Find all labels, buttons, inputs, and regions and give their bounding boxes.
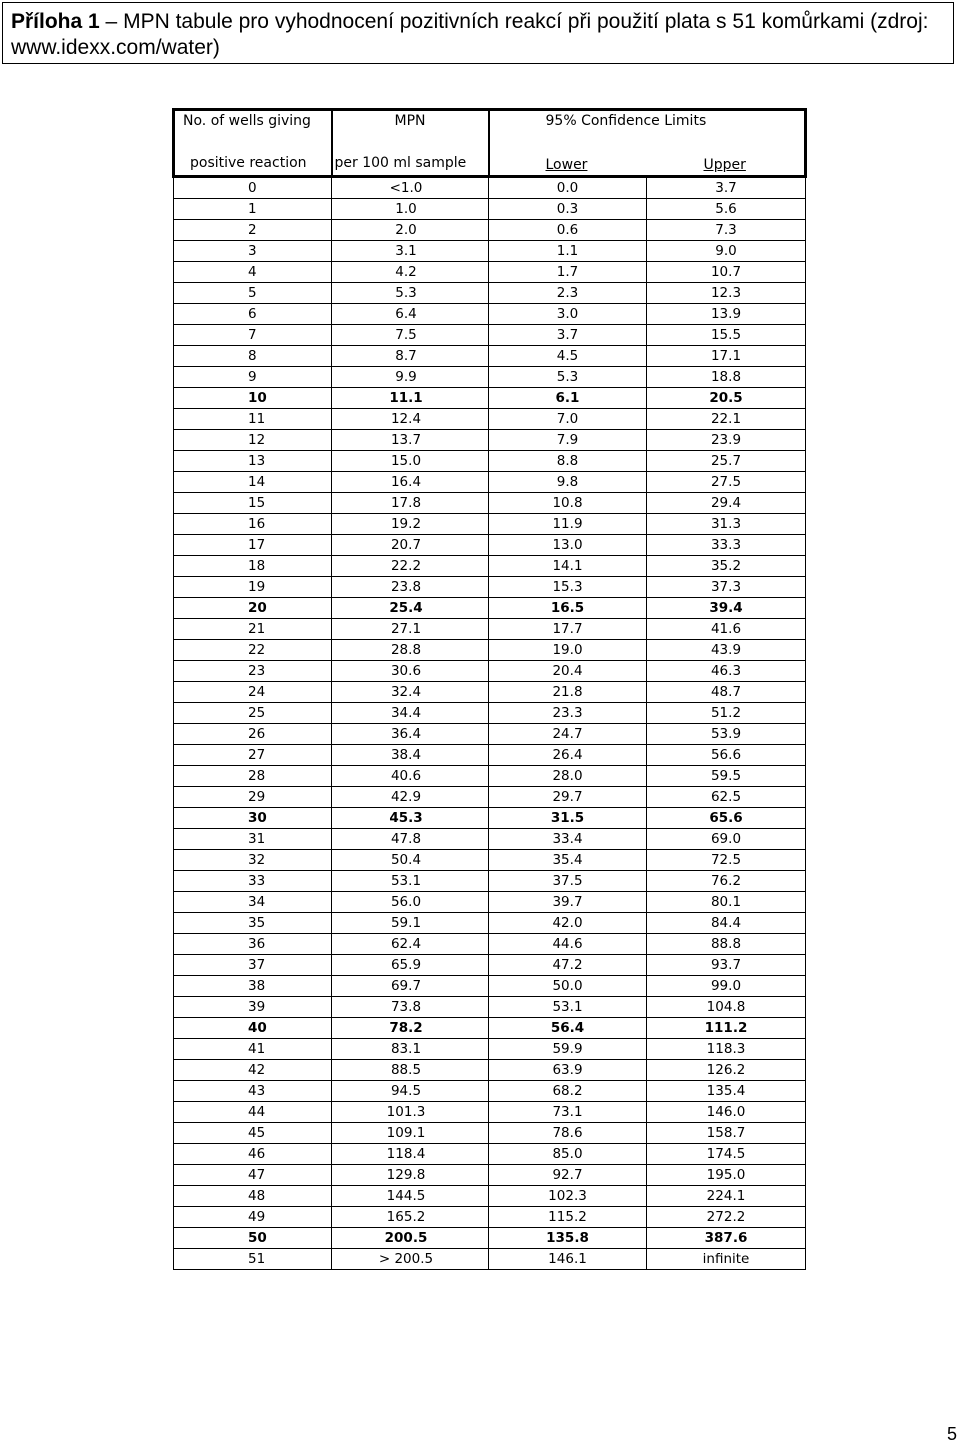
cell-wells: 4 <box>174 262 332 283</box>
cell-wells: 22 <box>174 640 332 661</box>
table-row <box>174 913 806 934</box>
cell-upper: 80.1 <box>647 892 806 913</box>
table-row <box>174 1123 806 1144</box>
cell-lower: 9.8 <box>489 472 647 493</box>
cell-wells: 47 <box>174 1165 332 1186</box>
cell-lower: 28.0 <box>489 766 647 787</box>
cell-lower: 1.1 <box>489 241 647 262</box>
header-lower: Lower <box>545 157 588 173</box>
cell-lower: 21.8 <box>489 682 647 703</box>
table-header <box>174 110 806 177</box>
table-row <box>174 829 806 850</box>
table-row <box>174 325 806 346</box>
cell-wells: 2 <box>174 220 332 241</box>
cell-upper: 126.2 <box>647 1060 806 1081</box>
cell-lower: 26.4 <box>489 745 647 766</box>
cell-upper: 5.6 <box>647 199 806 220</box>
cell-mpn: 12.4 <box>332 409 489 430</box>
cell-lower: 3.0 <box>489 304 647 325</box>
cell-upper: 195.0 <box>647 1165 806 1186</box>
table-row <box>174 177 806 199</box>
cell-mpn: 34.4 <box>332 703 489 724</box>
cell-mpn: 8.7 <box>332 346 489 367</box>
caption-text: MPN tabule pro vyhodnocení pozitivních reakcí při použití plata s 51 komůrkami (zdroj: www.idexx.com/water) <box>11 10 929 59</box>
cell-mpn: 144.5 <box>332 1186 489 1207</box>
cell-lower: 7.9 <box>489 430 647 451</box>
table-row <box>174 955 806 976</box>
cell-upper: 104.8 <box>647 997 806 1018</box>
cell-upper: 65.6 <box>647 808 806 829</box>
cell-wells: 20 <box>174 598 332 619</box>
cell-upper: 18.8 <box>647 367 806 388</box>
table-row <box>174 1081 806 1102</box>
cell-upper: 224.1 <box>647 1186 806 1207</box>
cell-upper: 93.7 <box>647 955 806 976</box>
cell-upper: 62.5 <box>647 787 806 808</box>
cell-lower: 16.5 <box>489 598 647 619</box>
cell-wells: 24 <box>174 682 332 703</box>
table-row <box>174 388 806 409</box>
cell-lower: 31.5 <box>489 808 647 829</box>
cell-mpn: 118.4 <box>332 1144 489 1165</box>
cell-lower: 17.7 <box>489 619 647 640</box>
cell-upper: 17.1 <box>647 346 806 367</box>
cell-mpn: 78.2 <box>332 1018 489 1039</box>
cell-mpn: 23.8 <box>332 577 489 598</box>
cell-lower: 7.0 <box>489 409 647 430</box>
cell-mpn: 47.8 <box>332 829 489 850</box>
table-row <box>174 556 806 577</box>
cell-wells: 10 <box>174 388 332 409</box>
cell-upper: 118.3 <box>647 1039 806 1060</box>
cell-mpn: 200.5 <box>332 1228 489 1249</box>
cell-upper: 84.4 <box>647 913 806 934</box>
cell-upper: 46.3 <box>647 661 806 682</box>
table-row <box>174 1228 806 1249</box>
table-row <box>174 661 806 682</box>
cell-upper: 20.5 <box>647 388 806 409</box>
cell-lower: 115.2 <box>489 1207 647 1228</box>
cell-wells: 14 <box>174 472 332 493</box>
cell-lower: 10.8 <box>489 493 647 514</box>
cell-lower: 50.0 <box>489 976 647 997</box>
cell-mpn: 32.4 <box>332 682 489 703</box>
cell-wells: 50 <box>174 1228 332 1249</box>
table-row <box>174 493 806 514</box>
table-row <box>174 640 806 661</box>
table-row <box>174 1207 806 1228</box>
cell-upper: 88.8 <box>647 934 806 955</box>
cell-wells: 33 <box>174 871 332 892</box>
table-row <box>174 1165 806 1186</box>
table-body <box>174 177 806 1270</box>
header-wells-bottom: positive reaction <box>190 155 307 171</box>
cell-wells: 45 <box>174 1123 332 1144</box>
cell-wells: 37 <box>174 955 332 976</box>
cell-upper: 135.4 <box>647 1081 806 1102</box>
table-row <box>174 304 806 325</box>
cell-wells: 42 <box>174 1060 332 1081</box>
table-row <box>174 745 806 766</box>
table-row <box>174 1186 806 1207</box>
cell-lower: 23.3 <box>489 703 647 724</box>
table-row <box>174 220 806 241</box>
cell-mpn: 30.6 <box>332 661 489 682</box>
cell-mpn: 16.4 <box>332 472 489 493</box>
cell-lower: 35.4 <box>489 850 647 871</box>
cell-wells: 46 <box>174 1144 332 1165</box>
cell-upper: 158.7 <box>647 1123 806 1144</box>
cell-wells: 44 <box>174 1102 332 1123</box>
cell-wells: 5 <box>174 283 332 304</box>
cell-upper: 23.9 <box>647 430 806 451</box>
cell-lower: 53.1 <box>489 997 647 1018</box>
cell-lower: 2.3 <box>489 283 647 304</box>
cell-lower: 29.7 <box>489 787 647 808</box>
table-row <box>174 766 806 787</box>
cell-wells: 38 <box>174 976 332 997</box>
cell-lower: 33.4 <box>489 829 647 850</box>
table-row <box>174 1144 806 1165</box>
table-row <box>174 619 806 640</box>
cell-lower: 13.0 <box>489 535 647 556</box>
cell-wells: 23 <box>174 661 332 682</box>
cell-mpn: 5.3 <box>332 283 489 304</box>
cell-wells: 39 <box>174 997 332 1018</box>
cell-mpn: 42.9 <box>332 787 489 808</box>
header-mpn <box>332 110 489 177</box>
cell-mpn: 15.0 <box>332 451 489 472</box>
cell-wells: 32 <box>174 850 332 871</box>
cell-mpn: <1.0 <box>332 177 489 199</box>
cell-mpn: 3.1 <box>332 241 489 262</box>
cell-wells: 9 <box>174 367 332 388</box>
table-row <box>174 451 806 472</box>
cell-wells: 29 <box>174 787 332 808</box>
cell-upper: infinite <box>647 1249 806 1270</box>
cell-upper: 31.3 <box>647 514 806 535</box>
cell-mpn: 28.8 <box>332 640 489 661</box>
cell-upper: 9.0 <box>647 241 806 262</box>
table-row <box>174 1018 806 1039</box>
header-confidence-title: 95% Confidence Limits <box>545 113 707 129</box>
cell-lower: 146.1 <box>489 1249 647 1270</box>
cell-mpn: 27.1 <box>332 619 489 640</box>
cell-upper: 53.9 <box>647 724 806 745</box>
cell-mpn: 17.8 <box>332 493 489 514</box>
cell-mpn: > 200.5 <box>332 1249 489 1270</box>
cell-lower: 68.2 <box>489 1081 647 1102</box>
page-number: 5 <box>946 1424 957 1444</box>
cell-mpn: 59.1 <box>332 913 489 934</box>
table-row <box>174 514 806 535</box>
cell-mpn: 109.1 <box>332 1123 489 1144</box>
header-confidence <box>489 110 806 177</box>
table-row <box>174 199 806 220</box>
cell-lower: 24.7 <box>489 724 647 745</box>
cell-upper: 69.0 <box>647 829 806 850</box>
cell-mpn: 45.3 <box>332 808 489 829</box>
cell-upper: 33.3 <box>647 535 806 556</box>
table-row <box>174 283 806 304</box>
cell-lower: 11.9 <box>489 514 647 535</box>
header-mpn-bottom: per 100 ml sample <box>334 155 467 171</box>
cell-mpn: 40.6 <box>332 766 489 787</box>
cell-upper: 76.2 <box>647 871 806 892</box>
cell-wells: 6 <box>174 304 332 325</box>
table-row <box>174 1039 806 1060</box>
header-wells-top: No. of wells giving <box>183 113 311 129</box>
table-row <box>174 997 806 1018</box>
table-row <box>174 1102 806 1123</box>
cell-wells: 49 <box>174 1207 332 1228</box>
cell-wells: 7 <box>174 325 332 346</box>
cell-lower: 92.7 <box>489 1165 647 1186</box>
cell-lower: 37.5 <box>489 871 647 892</box>
cell-upper: 174.5 <box>647 1144 806 1165</box>
cell-mpn: 20.7 <box>332 535 489 556</box>
cell-wells: 3 <box>174 241 332 262</box>
cell-upper: 39.4 <box>647 598 806 619</box>
cell-upper: 59.5 <box>647 766 806 787</box>
cell-upper: 72.5 <box>647 850 806 871</box>
cell-mpn: 19.2 <box>332 514 489 535</box>
cell-lower: 0.0 <box>489 177 647 199</box>
table-row <box>174 787 806 808</box>
table-row <box>174 472 806 493</box>
cell-mpn: 6.4 <box>332 304 489 325</box>
cell-wells: 12 <box>174 430 332 451</box>
cell-mpn: 62.4 <box>332 934 489 955</box>
cell-wells: 18 <box>174 556 332 577</box>
cell-upper: 387.6 <box>647 1228 806 1249</box>
cell-mpn: 101.3 <box>332 1102 489 1123</box>
caption-label: Příloha 1 <box>11 10 100 33</box>
table-row <box>174 850 806 871</box>
cell-upper: 56.6 <box>647 745 806 766</box>
cell-wells: 31 <box>174 829 332 850</box>
cell-wells: 43 <box>174 1081 332 1102</box>
cell-upper: 146.0 <box>647 1102 806 1123</box>
cell-lower: 44.6 <box>489 934 647 955</box>
cell-upper: 15.5 <box>647 325 806 346</box>
cell-wells: 11 <box>174 409 332 430</box>
table-row <box>174 892 806 913</box>
cell-wells: 28 <box>174 766 332 787</box>
cell-wells: 30 <box>174 808 332 829</box>
cell-mpn: 69.7 <box>332 976 489 997</box>
cell-wells: 26 <box>174 724 332 745</box>
cell-lower: 0.6 <box>489 220 647 241</box>
cell-upper: 48.7 <box>647 682 806 703</box>
cell-mpn: 13.7 <box>332 430 489 451</box>
cell-lower: 78.6 <box>489 1123 647 1144</box>
cell-wells: 25 <box>174 703 332 724</box>
cell-upper: 25.7 <box>647 451 806 472</box>
cell-lower: 8.8 <box>489 451 647 472</box>
table-row <box>174 346 806 367</box>
cell-mpn: 4.2 <box>332 262 489 283</box>
cell-wells: 1 <box>174 199 332 220</box>
cell-lower: 73.1 <box>489 1102 647 1123</box>
cell-mpn: 165.2 <box>332 1207 489 1228</box>
cell-lower: 0.3 <box>489 199 647 220</box>
cell-mpn: 53.1 <box>332 871 489 892</box>
cell-wells: 36 <box>174 934 332 955</box>
cell-lower: 47.2 <box>489 955 647 976</box>
cell-lower: 19.0 <box>489 640 647 661</box>
table-row <box>174 871 806 892</box>
cell-mpn: 73.8 <box>332 997 489 1018</box>
table-row <box>174 430 806 451</box>
cell-mpn: 11.1 <box>332 388 489 409</box>
cell-lower: 5.3 <box>489 367 647 388</box>
table-row <box>174 1060 806 1081</box>
cell-upper: 111.2 <box>647 1018 806 1039</box>
cell-lower: 39.7 <box>489 892 647 913</box>
cell-mpn: 50.4 <box>332 850 489 871</box>
header-upper: Upper <box>703 157 746 173</box>
cell-lower: 102.3 <box>489 1186 647 1207</box>
cell-upper: 51.2 <box>647 703 806 724</box>
table-row <box>174 367 806 388</box>
cell-lower: 63.9 <box>489 1060 647 1081</box>
cell-lower: 85.0 <box>489 1144 647 1165</box>
cell-mpn: 9.9 <box>332 367 489 388</box>
table-row <box>174 682 806 703</box>
cell-lower: 3.7 <box>489 325 647 346</box>
table-row <box>174 808 806 829</box>
cell-upper: 7.3 <box>647 220 806 241</box>
table-row <box>174 1249 806 1270</box>
cell-upper: 27.5 <box>647 472 806 493</box>
cell-mpn: 1.0 <box>332 199 489 220</box>
table-row <box>174 535 806 556</box>
cell-lower: 1.7 <box>489 262 647 283</box>
table-row <box>174 241 806 262</box>
cell-upper: 29.4 <box>647 493 806 514</box>
cell-wells: 51 <box>174 1249 332 1270</box>
cell-lower: 4.5 <box>489 346 647 367</box>
cell-mpn: 38.4 <box>332 745 489 766</box>
cell-upper: 3.7 <box>647 177 806 199</box>
cell-upper: 41.6 <box>647 619 806 640</box>
header-mpn-top: MPN <box>394 113 426 129</box>
cell-wells: 16 <box>174 514 332 535</box>
cell-mpn: 83.1 <box>332 1039 489 1060</box>
cell-lower: 59.9 <box>489 1039 647 1060</box>
table-row <box>174 976 806 997</box>
cell-mpn: 22.2 <box>332 556 489 577</box>
table-row <box>174 598 806 619</box>
cell-wells: 34 <box>174 892 332 913</box>
cell-upper: 37.3 <box>647 577 806 598</box>
cell-wells: 17 <box>174 535 332 556</box>
cell-upper: 43.9 <box>647 640 806 661</box>
cell-lower: 56.4 <box>489 1018 647 1039</box>
cell-lower: 20.4 <box>489 661 647 682</box>
cell-mpn: 56.0 <box>332 892 489 913</box>
cell-wells: 8 <box>174 346 332 367</box>
cell-mpn: 88.5 <box>332 1060 489 1081</box>
table-row <box>174 724 806 745</box>
caption-box <box>2 2 954 64</box>
cell-mpn: 129.8 <box>332 1165 489 1186</box>
cell-upper: 22.1 <box>647 409 806 430</box>
cell-upper: 272.2 <box>647 1207 806 1228</box>
cell-mpn: 36.4 <box>332 724 489 745</box>
cell-wells: 40 <box>174 1018 332 1039</box>
cell-upper: 99.0 <box>647 976 806 997</box>
cell-wells: 27 <box>174 745 332 766</box>
table-row <box>174 409 806 430</box>
cell-lower: 135.8 <box>489 1228 647 1249</box>
cell-wells: 0 <box>174 177 332 199</box>
cell-mpn: 94.5 <box>332 1081 489 1102</box>
cell-wells: 48 <box>174 1186 332 1207</box>
cell-upper: 13.9 <box>647 304 806 325</box>
caption-dash: – <box>105 10 118 33</box>
cell-mpn: 2.0 <box>332 220 489 241</box>
cell-wells: 13 <box>174 451 332 472</box>
cell-wells: 15 <box>174 493 332 514</box>
cell-mpn: 25.4 <box>332 598 489 619</box>
table-row <box>174 934 806 955</box>
cell-wells: 21 <box>174 619 332 640</box>
cell-upper: 12.3 <box>647 283 806 304</box>
mpn-table <box>172 108 807 1270</box>
cell-lower: 42.0 <box>489 913 647 934</box>
cell-lower: 14.1 <box>489 556 647 577</box>
cell-wells: 19 <box>174 577 332 598</box>
cell-mpn: 65.9 <box>332 955 489 976</box>
cell-lower: 6.1 <box>489 388 647 409</box>
header-wells <box>174 110 332 177</box>
cell-wells: 35 <box>174 913 332 934</box>
table-row <box>174 262 806 283</box>
cell-upper: 35.2 <box>647 556 806 577</box>
cell-wells: 41 <box>174 1039 332 1060</box>
cell-lower: 15.3 <box>489 577 647 598</box>
table-row <box>174 703 806 724</box>
cell-mpn: 7.5 <box>332 325 489 346</box>
cell-upper: 10.7 <box>647 262 806 283</box>
table-row <box>174 577 806 598</box>
